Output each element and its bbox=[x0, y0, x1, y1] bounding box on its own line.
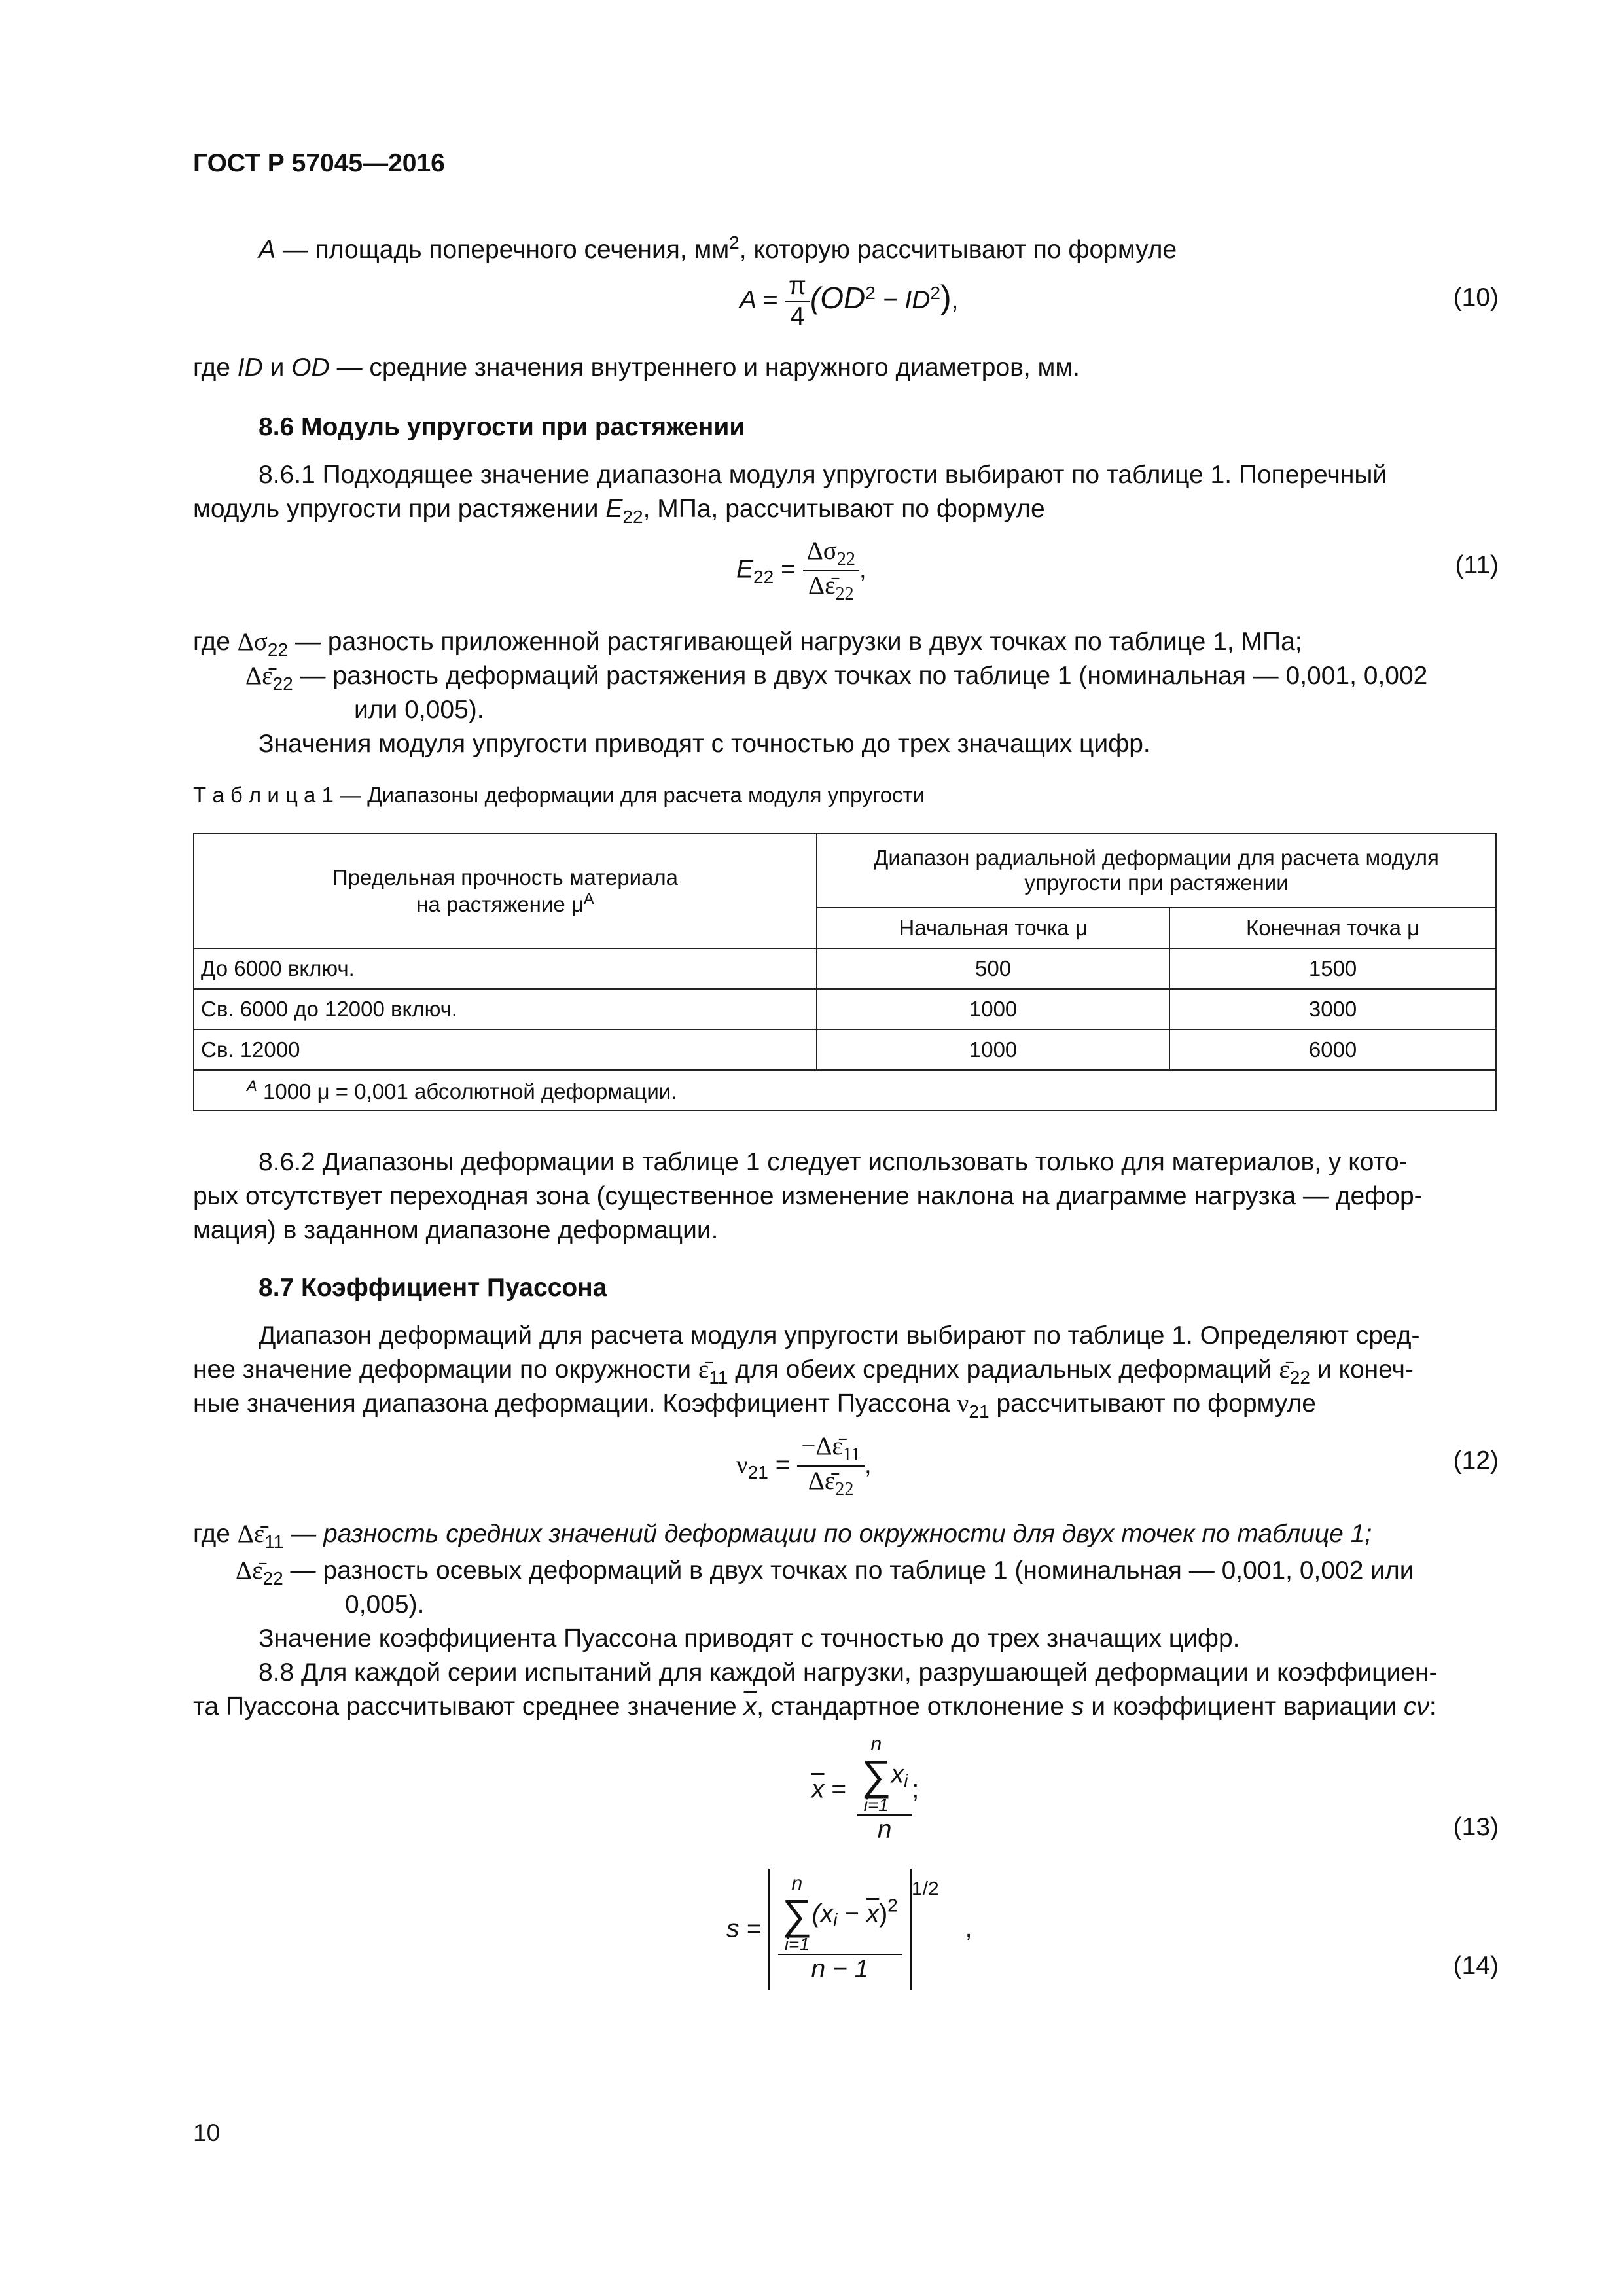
table-caption: Т а б л и ц а 1 — Диапазоны деформации для расчета модуля упругости bbox=[193, 783, 925, 807]
formula-10: A = $\frac{\pi}{4}$ $(OD^2 - ID^2)$, bbox=[740, 272, 959, 331]
where-11-line1: где $\Delta\sigma_{22}$ — разность приложенной растягивающей нагрузки в двух точках по таблице 1, МПа; bbox=[193, 628, 1302, 660]
paragraph-8-6-1-line2: модуль упругости при растяжении $E_{22}$, МПа, рассчитывают по формуле bbox=[193, 495, 1045, 527]
paragraph-8-6-2-line1: 8.6.2 Диапазоны деформации в таблице 1 следует использовать только для материалов, у кото- bbox=[259, 1148, 1408, 1176]
table-row: Св. 12000 1000 6000 bbox=[194, 1030, 1496, 1070]
section-8-6-title: 8.6 Модуль упругости при растяжении bbox=[259, 413, 745, 441]
where-11-line2: $\Delta\varepsilon̄_{22}$ — разность деформаций растяжения в двух точках по таблице 1 (номинальная — 0,001, 0,002 bbox=[245, 662, 1428, 694]
paragraph-8-7-line3: ные значения диапазона деформации. Коэффициент Пуассона $\nu_{21}$ рассчитывают по формуле bbox=[193, 1390, 1316, 1422]
equation-number-11: (11) bbox=[1455, 551, 1499, 579]
formula-13: $\overline{x}$ = n ∑ i=1 $x_i$ n ; bbox=[812, 1733, 919, 1844]
formula-11: $E_{22}$ = $\frac{\Delta\sigma_{22}}{\Delta\varepsilon̄_{22}}$ , bbox=[736, 537, 866, 604]
table-row: Св. 6000 до 12000 включ. 1000 3000 bbox=[194, 989, 1496, 1030]
id-od-definition: где ID и OD — средние значения внутреннего и наружного диаметров, мм. bbox=[193, 353, 1080, 382]
equation-number-12: (12) bbox=[1453, 1446, 1499, 1475]
where-12-line2: $\Delta\varepsilon̄_{22}$ — разность осевых деформаций в двух точках по таблице 1 (номинальная — 0,001, 0,002 или bbox=[236, 1556, 1414, 1588]
precision-note-1: Значения модуля упругости приводят с точностью до трех значащих цифр. bbox=[259, 730, 1150, 758]
document-header: ГОСТ Р 57045—2016 bbox=[193, 149, 445, 177]
table-row: До 6000 включ. 500 1500 bbox=[194, 948, 1496, 989]
paragraph-8-7-line1: Диапазон деформаций для расчета модуля упругости выбирают по таблице 1. Определяют сред- bbox=[259, 1321, 1420, 1350]
summation-sign: ∑ bbox=[781, 1891, 812, 1938]
section-8-7-title: 8.7 Коэффициент Пуассона bbox=[259, 1274, 607, 1302]
table-header-cell: Диапазон радиальной деформации для расчета модуля упругости при растяжении bbox=[817, 833, 1496, 908]
where-12-line1: где $\Delta\varepsilon̄_{11}$ — разность средних значений деформации по окружности для двух точек по таблице 1; bbox=[193, 1520, 1372, 1552]
area-definition: A — площадь поперечного сечения, $мм^2$, которую рассчитывают по формуле bbox=[259, 232, 1177, 264]
equation-number-14: (14) bbox=[1453, 1952, 1499, 1980]
table-header-cell: Предельная прочность материала на растяжение $\mu^A$ bbox=[194, 833, 817, 948]
paragraph-8-6-2-line3: мация) в заданном диапазоне деформации. bbox=[193, 1216, 719, 1244]
table-header-cell: Конечная точка μ bbox=[1169, 908, 1496, 948]
var-a: A bbox=[259, 236, 276, 264]
paragraph-8-7-line2: нее значение деформации по окружности $\varepsilon̄_{11}$ для обеих средних радиальных деформаций $\varepsilon̄_{22}$ и конеч- bbox=[193, 1355, 1414, 1388]
page-number: 10 bbox=[193, 2119, 221, 2146]
equation-number-10: (10) bbox=[1453, 283, 1499, 312]
fraction: $\frac{-\Delta\varepsilon̄_{11}}{\Delta\varepsilon̄_{22}}$ bbox=[797, 1432, 865, 1500]
where-12-line3: 0,005). bbox=[345, 1590, 425, 1619]
summation-sign: ∑ bbox=[861, 1751, 891, 1799]
fraction: n ∑ i=1 $(x_i - \overline{x})^2$ n − 1 bbox=[778, 1874, 902, 1984]
paragraph-8-6-1-line1: 8.6.1 Подходящее значение диапазона модуля упругости выбирают по таблице 1. Поперечный bbox=[259, 461, 1387, 489]
table-1 bbox=[193, 833, 1497, 1111]
fraction: n ∑ i=1 $x_i$ n bbox=[857, 1734, 912, 1845]
paragraph-8-8-line1: 8.8 Для каждой серии испытаний для каждой нагрузки, разрушающей деформации и коэффициен- bbox=[259, 1659, 1438, 1687]
equation-number-13: (13) bbox=[1453, 1813, 1499, 1841]
table-header-cell: Начальная точка μ bbox=[817, 908, 1169, 948]
paragraph-8-6-2-line2: рых отсутствует переходная зона (существенное изменение наклона на диаграмме нагрузка — дефор- bbox=[193, 1182, 1423, 1210]
formula-14: s = n ∑ i=1 $(x_i - \overline{x})^2$ n − 1 $^{1/2}$, bbox=[726, 1869, 972, 1990]
where-11-line3: или 0,005). bbox=[354, 696, 484, 724]
table-footnote-row: $^A$ 1000 μ = 0,001 абсолютной деформации. bbox=[194, 1070, 1496, 1111]
formula-12: $\nu_{21}$ = $\frac{-\Delta\varepsilon̄_{11}}{\Delta\varepsilon̄_{22}}$ , bbox=[736, 1432, 872, 1499]
paragraph-8-8-line2: та Пуассона рассчитывают среднее значение $\overline{x}$, стандартное отклонение s и коэффициент вариации cν: bbox=[193, 1693, 1436, 1721]
precision-note-2: Значение коэффициента Пуассона приводят с точностью до трех значащих цифр. bbox=[259, 1624, 1240, 1653]
fraction: $\frac{\pi}{4}$ bbox=[785, 272, 810, 332]
bracket bbox=[768, 1869, 912, 1990]
fraction: $\frac{\Delta\sigma_{22}}{\Delta\varepsilon̄_{22}}$ bbox=[803, 537, 859, 605]
